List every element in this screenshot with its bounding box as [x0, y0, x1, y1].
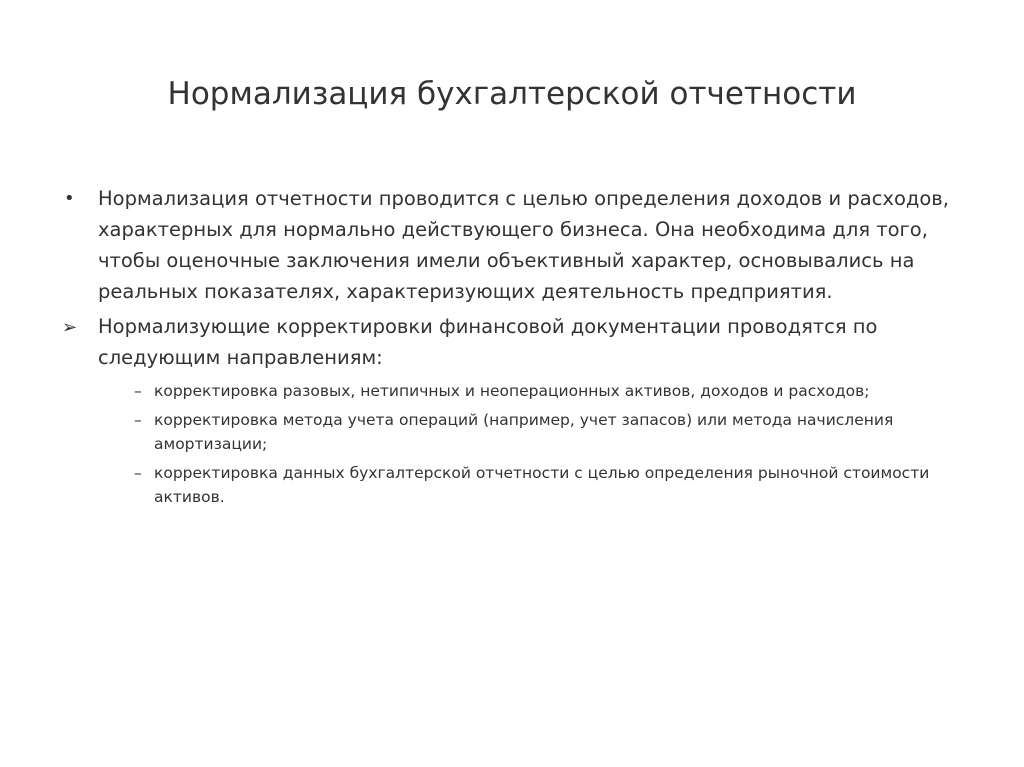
dash-marker: – [134, 382, 142, 400]
adjustment-sublist [114, 379, 962, 509]
arrow-item-adjustment-directions [62, 311, 962, 509]
bullet-text: Нормализация отчетности проводится с целью определения доходов и расходов, характерных для нормально действующего бизнеса. Она необходима для того, чтобы оценочные заключения имели объективный характер, основывались на реальных показателях, характеризующих деятельность предприятия. [98, 187, 949, 303]
slide-title: Нормализация бухгалтерской отчетности [167, 76, 857, 112]
arrow-item-text: Нормализующие корректировки финансовой документации проводятся по следующим направлениям: [98, 315, 878, 369]
sublist-item-text: корректировка метода учета операций (например, учет запасов) или метода начисления амортизации; [154, 411, 894, 453]
slide-content [62, 183, 962, 509]
dash-marker: – [134, 411, 142, 429]
sublist-item [114, 461, 962, 509]
bullet-item-normalization-purpose [62, 183, 962, 307]
arrow-bullet-icon: ➢ [62, 317, 78, 338]
sublist-item-text: корректировка данных бухгалтерской отчетности с целью определения рыночной стоимости активов. [154, 464, 930, 506]
sublist-item [114, 379, 962, 403]
bullet-marker: • [64, 188, 75, 209]
dash-marker: – [134, 464, 142, 482]
sublist-item-text: корректировка разовых, нетипичных и неоперационных активов, доходов и расходов; [154, 382, 870, 400]
sublist-item [114, 408, 962, 456]
